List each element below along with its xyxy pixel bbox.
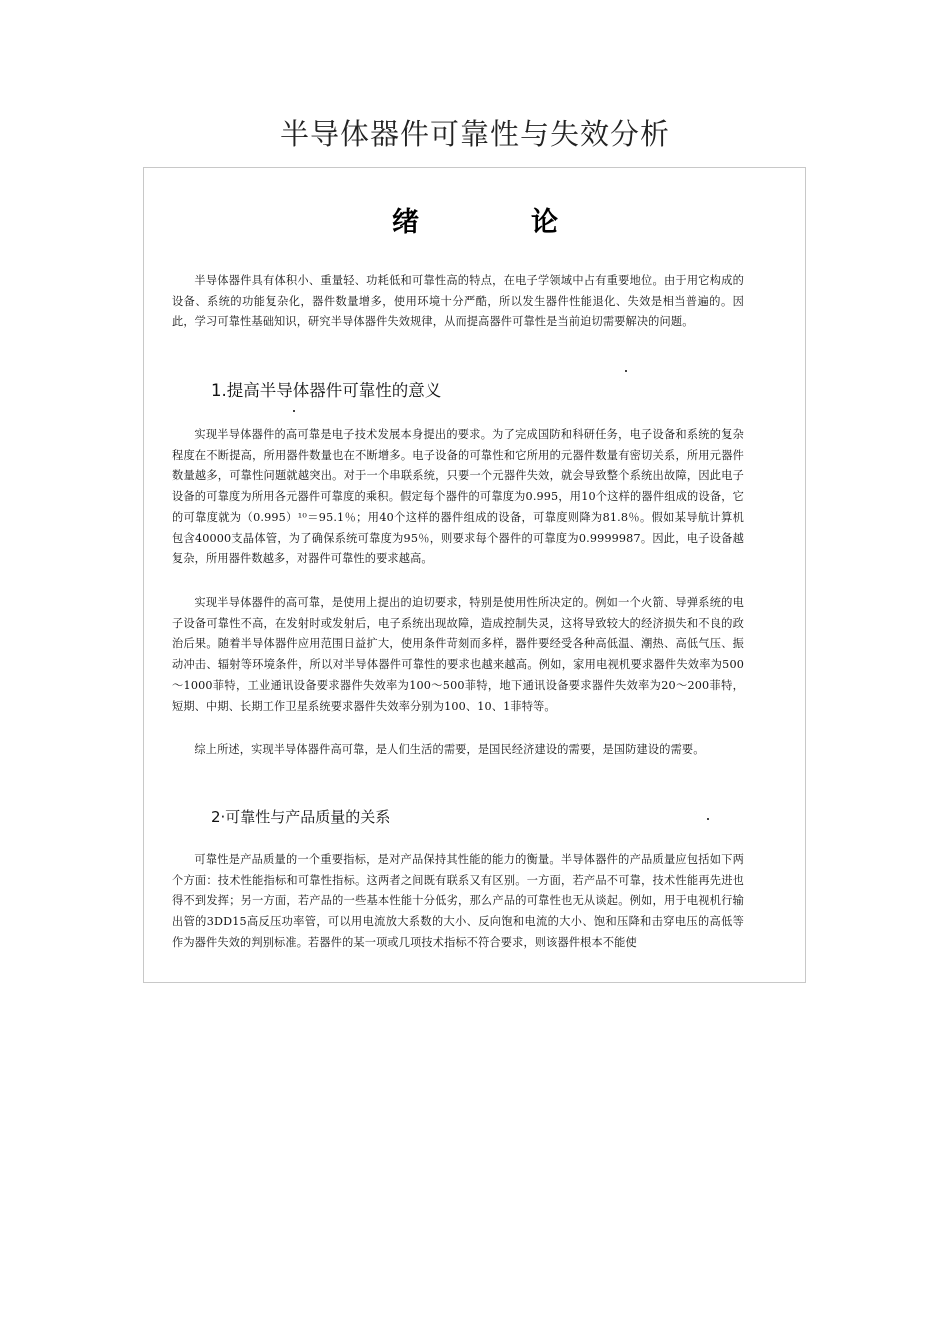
scan-speck [293, 410, 295, 412]
section-1-heading: 1.提高半导体器件可靠性的意义 [211, 381, 442, 400]
section-1-paragraph-3: 综上所述，实现半导体器件高可靠，是人们生活的需要，是国民经济建设的需要，是国防建设的需要。 [194, 743, 705, 756]
chapter-heading-left: 绪 [392, 207, 419, 238]
intro-paragraph: 半导体器件具有体积小、重量轻、功耗低和可靠性高的特点，在电子学领域中占有重要地位。由于用它构成的设备、系统的功能复杂化，器件数量增多，使用环境十分严酷，所以发生器件性能退化、失效是相当普遍的。因此，学习可靠性基础知识，研究半导体器件失效规律，从而提高器件可靠性是当前迫切需要解决的问题。 [172, 274, 744, 329]
document-title: 半导体器件可靠性与失效分析 [279, 117, 670, 151]
section-1-paragraph-2: 实现半导体器件的高可靠，是使用上提出的迫切要求，特别是使用性所决定的。例如一个火箭、导弹系统的电子设备可靠性不高，在发射时或发射后，电子系统出现故障，造成控制失灵，这将导致较大的经济损失和不良的政治后果。随着半导体器件应用范围日益扩大，使用条件苛刻而多样，器件要经受各种高低温、潮热、高低气压、振动冲击、辐射等环境条件，所以对半导体器件可靠性的要求也越来越高。例如，家用电视机要求器件失效率为500～1000菲特，工业通讯设备要求器件失效率为100～500菲特，地下通讯设备要求器件失效率为20～200菲特，短期、中期、长期工作卫星系统要求器件失效率分别为100、10、1菲特等。 [172, 596, 744, 713]
scan-speck [707, 818, 709, 820]
section-2-heading: 2·可靠性与产品质量的关系 [211, 808, 391, 826]
section-2-paragraph-1: 可靠性是产品质量的一个重要指标，是对产品保持其性能的能力的衡量。半导体器件的产品质量应包括如下两个方面：技术性能指标和可靠性指标。这两者之间既有联系又有区别。一方面，若产品不可靠，技术性能再先进也得不到发挥；另一方面，若产品的一些基本性能十分低劣，那么产品的可靠性也无从谈起。例如，用于电视机行输出管的3DD15高反压功率管，可以用电流放大系数的大小、反向饱和电流的大小、饱和压降和击穿电压的高低等作为器件失效的判别标准。若器件的某一项或几项技术指标不符合要求，则该器件根本不能使 [172, 853, 744, 949]
chapter-heading [0, 200, 950, 239]
chapter-heading-right: 论 [531, 207, 558, 238]
scan-speck [625, 370, 627, 372]
section-1-paragraph-1: 实现半导体器件的高可靠是电子技术发展本身提出的要求。为了完成国防和科研任务，电子设备和系统的复杂程度在不断提高，所用器件数量也在不断增多。电子设备的可靠性和它所用的元器件数量有密切关系，所用元器件数量越多，可靠性问题就越突出。对于一个串联系统，只要一个元器件失效，就会导致整个系统出故障，因此电子设备的可靠度为所用各元器件可靠度的乘积。假定每个器件的可靠度为0.995，用10个这样的器件组成的设备，它的可靠度就为（0.995）¹⁰＝95.1％；用40个这样的器件组成的设备，可靠度则降为81.8％。假如某导航计算机包含40000支晶体管，为了确保系统可靠度为95％，则要求每个器件的可靠度为0.9999987。因此，电子设备越复杂，所用器件数越多，对器件可靠性的要求越高。 [172, 428, 744, 566]
